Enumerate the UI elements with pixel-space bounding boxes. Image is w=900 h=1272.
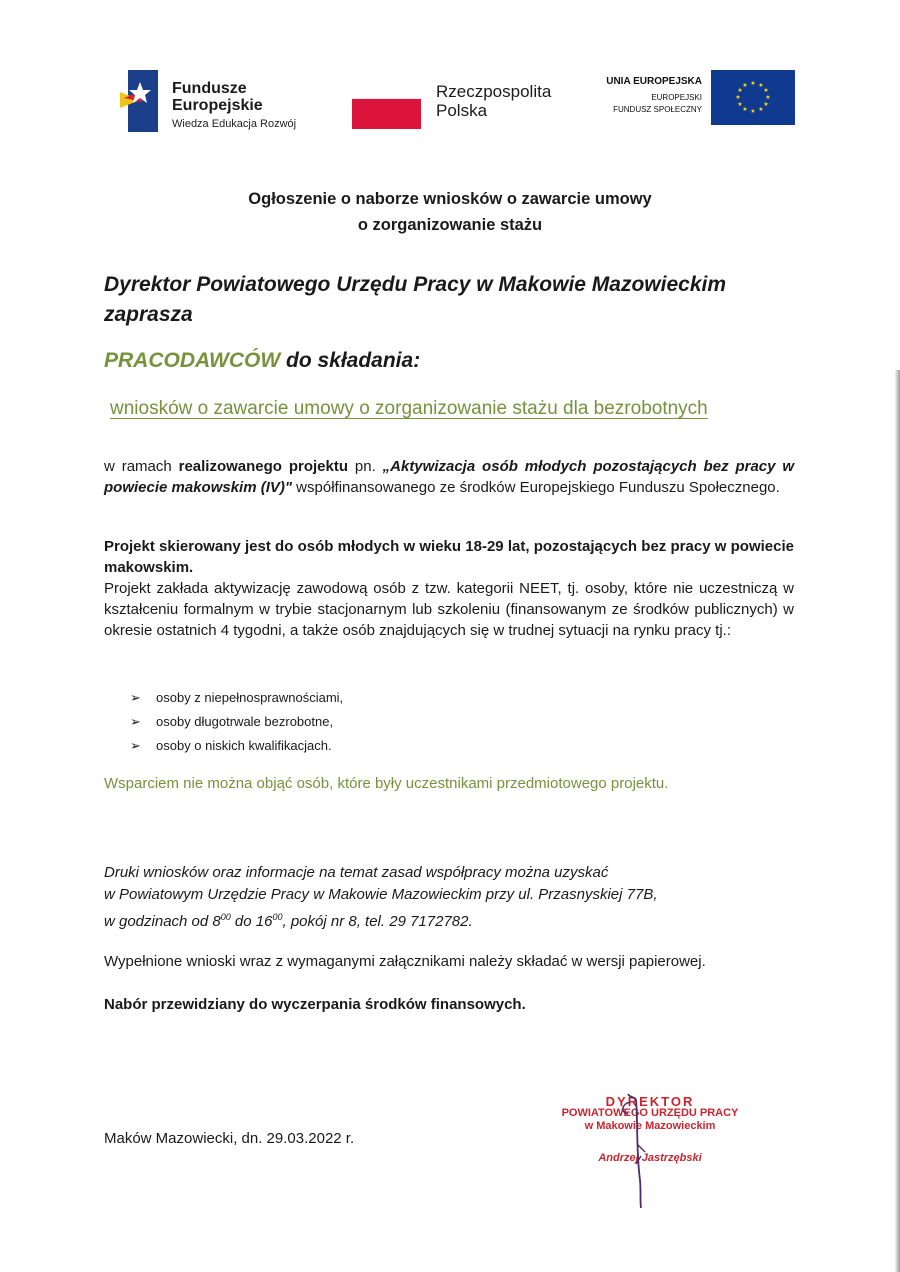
hours-end: do 16 (230, 913, 273, 930)
list-item (130, 710, 343, 734)
submission-info: Wypełnione wnioski wraz z wymaganymi załącznikami należy składać w wersji papierowej. (104, 953, 706, 970)
list-item-text: osoby z niepełnosprawnościami, (156, 690, 344, 705)
eu-logo-line1: UNIA EUROPEJSKA (606, 76, 702, 87)
list-item-text: osoby o niskich kwalifikacjach. (156, 738, 332, 753)
arrow-bullet-icon: ➢ (130, 690, 141, 705)
list-item (130, 734, 343, 758)
employers-word: PRACODAWCÓW (104, 349, 281, 372)
eu-flag-icon (711, 70, 795, 125)
fundusze-europejskie-logo-icon (120, 70, 158, 132)
exclusion-note: Wsparciem nie można objąć osób, które były uczestnikami przedmiotowego projektu. (104, 775, 669, 792)
hours-end-sup: 00 (272, 912, 283, 922)
hours-start-sup: 00 (220, 912, 231, 922)
eu-logo-line3: FUNDUSZ SPOŁECZNY (613, 105, 702, 114)
p1-b: realizowanego projektu (178, 458, 349, 475)
stamp-line2: POWIATOWEGO URZĘDU PRACY (561, 1107, 739, 1119)
rp-logo-line2: Polska (436, 101, 488, 120)
rp-logo-line1: Rzeczpospolita (436, 82, 552, 101)
svg-text:★: ★ (750, 80, 756, 87)
target-group-paragraph: Projekt skierowany jest do osób młodych w wieku 18-29 lat, pozostających bez pracy w powiecie makowskim. (104, 538, 794, 576)
p1-a: w ramach (104, 458, 179, 475)
svg-text:★: ★ (737, 87, 743, 94)
announcement-title-line2: o zorganizowanie stażu (357, 216, 543, 234)
svg-text:★: ★ (742, 82, 748, 89)
svg-text:★: ★ (765, 94, 771, 101)
fe-logo-line1: Fundusze (172, 80, 247, 97)
employers-rest: do składania: (280, 349, 421, 372)
fe-logo-line2: Europejskie (172, 97, 263, 114)
polish-flag-icon (352, 98, 421, 129)
stamp-line3: w Makowie Mazowieckim (584, 1120, 716, 1132)
svg-text:★: ★ (758, 82, 764, 89)
recruitment-info: Nabór przewidziany do wyczerpania środków finansowych. (104, 996, 526, 1013)
p1-e: współfinansowanego ze środków Europejskiego Funduszu Społecznego. (292, 479, 780, 496)
list-item (130, 686, 343, 710)
eu-logo-line2: EUROPEJSKI (651, 93, 702, 102)
room-phone: , pokój nr 8, tel. 29 7172782. (282, 913, 473, 930)
list-item-text: osoby długotrwale bezrobotne, (156, 714, 334, 729)
arrow-bullet-icon: ➢ (130, 714, 141, 729)
subject-heading: wniosków o zawarcie umowy o zorganizowanie stażu dla bezrobotnych (110, 398, 708, 419)
svg-text:★: ★ (735, 94, 741, 101)
svg-text:★: ★ (758, 106, 764, 113)
project-name: „Aktywizacja osób młodych pozostających bez pracy w powiecie makowskim (IV)" (104, 458, 795, 496)
forms-info (104, 862, 804, 933)
arrow-bullet-icon: ➢ (130, 738, 141, 753)
svg-text:★: ★ (750, 108, 756, 115)
project-paragraph (104, 456, 794, 498)
svg-text:★: ★ (742, 106, 748, 113)
employers-heading (104, 349, 420, 373)
svg-text:★: ★ (763, 101, 769, 108)
forms-info-line1: Druki wniosków oraz informacje na temat zasad współpracy można uzyskać (104, 864, 609, 881)
signature-icon (600, 1090, 670, 1210)
hours-start: w godzinach od 8 (104, 913, 221, 930)
fe-logo-line3: Wiedza Edukacja Rozwój (172, 118, 297, 130)
forms-info-line2: w Powiatowym Urzędzie Pracy w Makowie Mazowieckim przy ul. Przasnyskiej 77B, (104, 886, 658, 903)
place-date: Maków Mazowiecki, dn. 29.03.2022 r. (104, 1130, 355, 1147)
forms-info-line3 (104, 906, 804, 933)
eligibility-list (130, 686, 343, 758)
director-invitation: Dyrektor Powiatowego Urzędu Pracy w Makowie Mazowieckim zaprasza (104, 273, 727, 326)
project-description: Projekt zakłada aktywizację zawodową osób z tzw. kategorii NEET, tj. osoby, które nie uczestniczą w kształceniu formalnym w trybie stacjonarnym lub szkoleniu (finansowanym ze środków publicznych) w okresie ostatnich 4 tygodni, a także osób znajdujących się w trudnej sytuacji na rynku pracy tj.: (104, 580, 794, 639)
scan-edge (895, 370, 900, 1272)
svg-text:★: ★ (763, 87, 769, 94)
p1-c: pn. (348, 458, 383, 475)
stamp-title: DYREKTOR (605, 1094, 695, 1109)
stamp-name: Andrzej Jastrzębski (598, 1152, 702, 1164)
announcement-title-line1: Ogłoszenie o naborze wniosków o zawarcie umowy (248, 190, 652, 208)
svg-text:★: ★ (737, 101, 743, 108)
